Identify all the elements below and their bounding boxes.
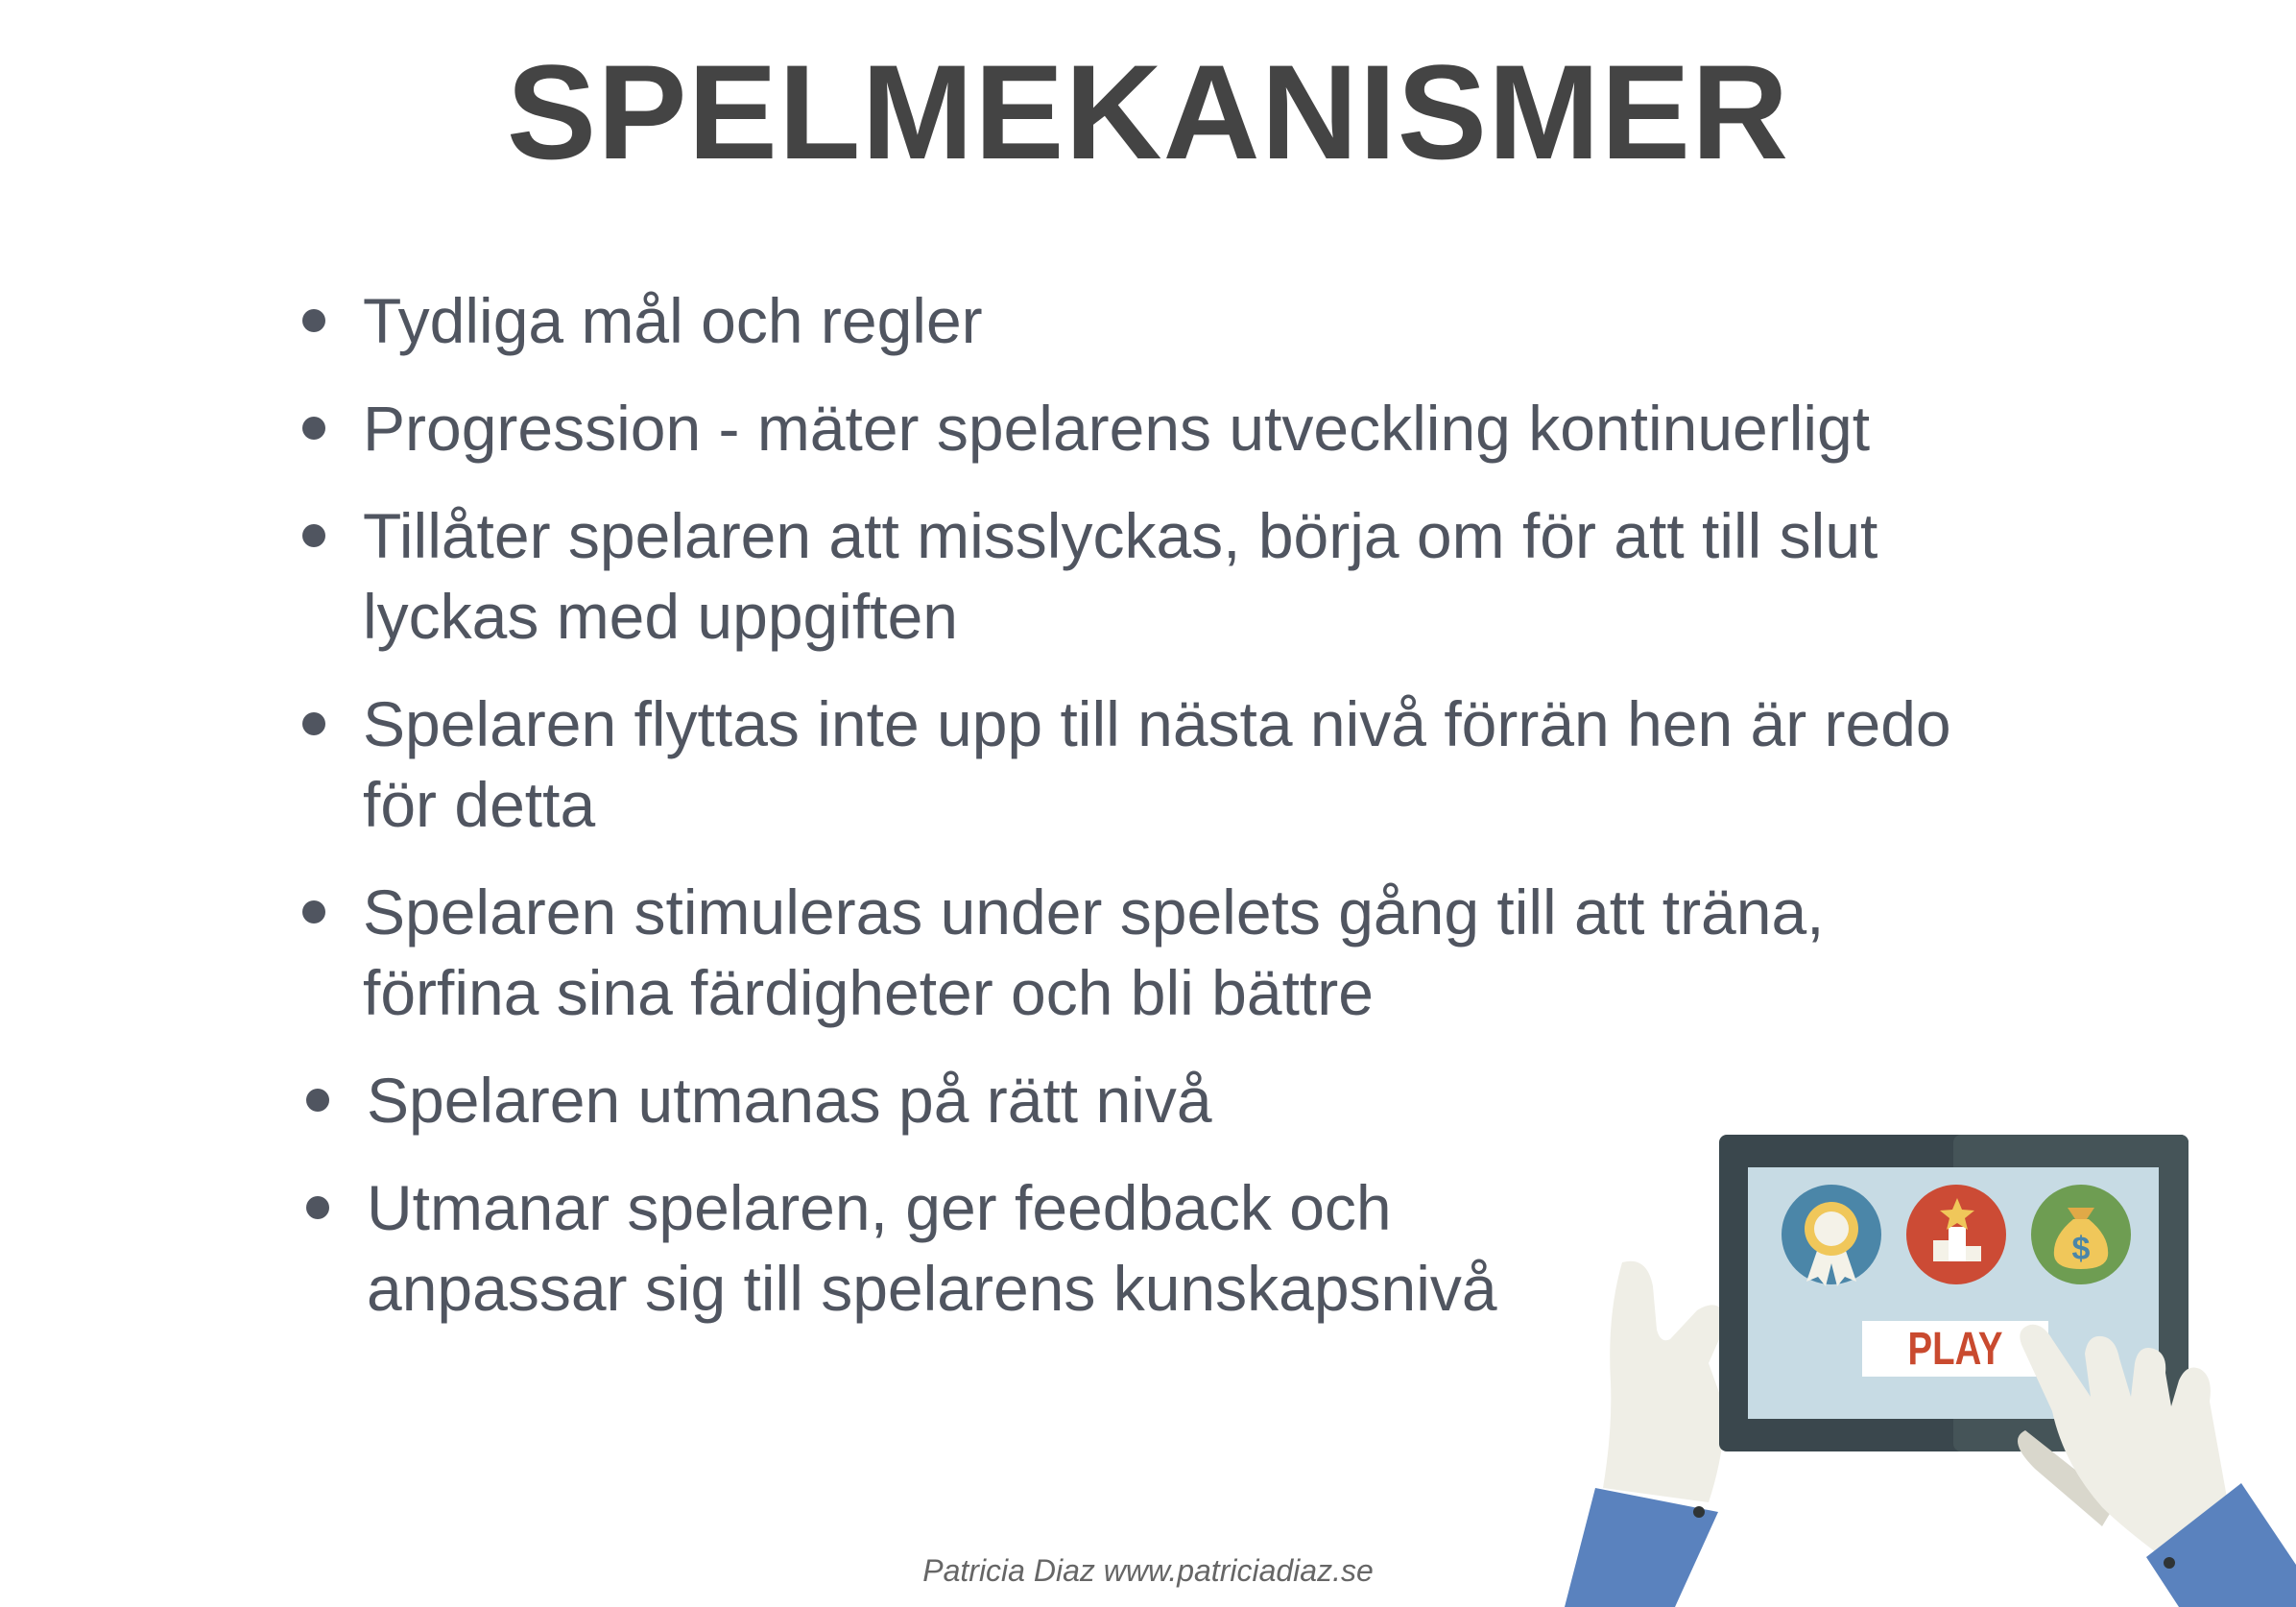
money-bag-icon — [2031, 1185, 2131, 1284]
list-item-line: för detta — [363, 769, 596, 840]
tablet-illustration — [1565, 1123, 2296, 1607]
page-title: SPELMEKANISMER — [506, 36, 1790, 187]
bullet-dot — [302, 309, 325, 332]
list-item — [363, 388, 2129, 468]
list-item — [363, 495, 2129, 657]
bullet-dot — [306, 1196, 329, 1219]
podium-star-icon — [1906, 1185, 2006, 1284]
list-item-line: Tillåter spelaren att misslyckas, börja om för att till slut — [363, 500, 1878, 571]
list-item-line: Progression - mäter spelarens utveckling kontinuerligt — [363, 393, 1871, 464]
bullet-dot — [306, 1089, 329, 1112]
bullet-dot — [302, 900, 325, 923]
left-sleeve — [1565, 1488, 1718, 1607]
left-glove — [1603, 1261, 1728, 1502]
list-item — [363, 872, 2129, 1033]
list-item-line: anpassar sig till spelarens kunskapsnivå — [367, 1253, 1497, 1324]
bullet-dot — [302, 524, 325, 547]
bullet-dot — [302, 712, 325, 735]
list-item-line: Spelaren flyttas inte upp till nästa nivå förrän hen är redo — [363, 688, 1951, 759]
play-button[interactable] — [1862, 1321, 2048, 1377]
bullet-dot — [302, 417, 325, 440]
list-item — [363, 684, 2129, 845]
left-cuff-button — [1693, 1506, 1705, 1518]
list-item-line: Spelaren stimuleras under spelets gång till att träna, — [363, 876, 1825, 947]
svg-text:$: $ — [2071, 1231, 2091, 1267]
play-label: PLAY — [1907, 1324, 2003, 1376]
list-item-line: Utmanar spelaren, ger feedback och — [367, 1172, 1392, 1243]
list-item-line: Spelaren utmanas på rätt nivå — [367, 1065, 1212, 1136]
list-item-line: Tydliga mål och regler — [363, 285, 983, 356]
list-item-line: förfina sina färdigheter och bli bättre — [363, 957, 1374, 1028]
list-item — [363, 280, 2129, 361]
list-item-line: lyckas med uppgiften — [363, 581, 959, 652]
footer-credit: Patricia Diaz www.patriciadiaz.se — [922, 1553, 1374, 1588]
